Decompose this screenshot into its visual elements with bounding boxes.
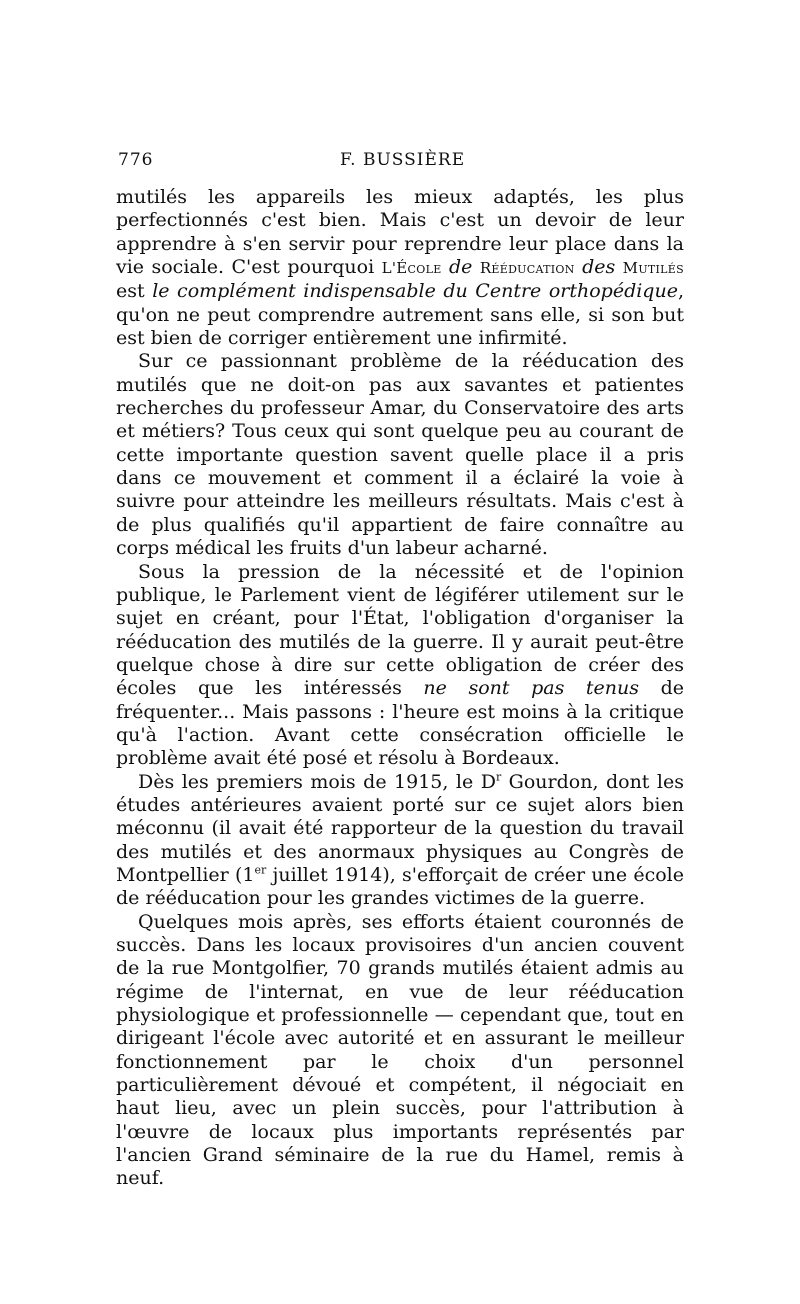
p3-italic: ne sont pas tenus bbox=[423, 677, 639, 700]
p4-text-a: Dès les premiers mois de 1915, le D bbox=[138, 770, 496, 793]
p4-sup-r: r bbox=[495, 770, 502, 784]
p1-italic-des: des bbox=[574, 256, 623, 279]
p1-italic-de: de bbox=[441, 256, 480, 279]
paragraph-3 bbox=[116, 561, 684, 771]
paragraph-5: Quelques mois après, ses efforts étaient couronnés de succès. Dans les locaux provisoires d'un ancien couvent de la rue Montgolfier, 70 grands mutilés étaient admis au régime de l'internat, en vue de leur rééducation physiologique et professionnelle — cependant que, tout en dirigeant l'école avec autorité et en assurant le meilleur fonctionnement par le choix d'un personnel particulièrement dévoué et compétent, il négociait en haut lieu, avec un plein succès, pour l'attribution à l'œuvre de locaux plus importants représentés par l'ancien Grand séminaire de la rue du Hamel, remis à neuf. bbox=[116, 910, 684, 1190]
p1-text-c: , qu'on ne peut comprendre autrement sans elle, si son but est bien de corriger entièrement une infirmité. bbox=[116, 280, 685, 350]
p1-smallcaps-mutiles: Mutilés bbox=[622, 259, 684, 278]
p4-text-b: Gourdon, dont les études antérieures avaient porté sur ce sujet alors bien méconnu (il avait été rapporteur de la question du travail des mutilés et des anormaux physiques au Congrès de Montpellier (1 bbox=[116, 770, 684, 886]
paragraph-2: Sur ce passionnant problème de la rééducation des mutilés que ne doit-on pas aux savantes et patientes recherches du professeur Amar, du Conservatoire des arts et métiers? Tous ceux qui sont quelque peu au courant de cette importante question savent quelle place il a pris dans ce mouvement et comment il a éclairé la voie à suivre pour atteindre les meilleurs résultats. Mais c'est à de plus qualifiés qu'il appartient de faire connaître au corps médical les fruits d'un labeur acharné. bbox=[116, 350, 684, 560]
p1-smallcaps-ecole: L'École bbox=[381, 259, 442, 278]
p3-text-a: Sous la pression de la nécessité et de l'opinion publique, le Parlement vient de légiférer utilement sur le sujet en créant, pour l'État, l'obligation d'organiser la rééducation des mutilés de la guerre. Il y aurait peut-être quelque chose à dire sur cette obligation de créer des écoles que les intéressés bbox=[116, 560, 684, 700]
page-number: 776 bbox=[118, 150, 154, 170]
p4-sup-er: er bbox=[254, 863, 267, 877]
p1-smallcaps-reeducation: Rééducation bbox=[479, 259, 575, 278]
p1-italic-complement: le complément indispensable du Centre orthopédique bbox=[152, 280, 678, 303]
p4-text-c: juillet 1914), s'efforçait de créer une école de rééducation pour les grandes victimes de la guerre. bbox=[116, 863, 684, 910]
body-text bbox=[116, 186, 684, 1191]
running-head: F. BUSSIÈRE bbox=[340, 150, 466, 170]
paragraph-4 bbox=[116, 771, 684, 911]
p3-text-b: de fréquenter... Mais passons : l'heure est moins à la critique qu'à l'action. Avant cette consécration officielle le problème avait été posé et résolu à Bordeaux. bbox=[116, 677, 684, 770]
p1-text-b: est bbox=[116, 280, 153, 303]
paragraph-1 bbox=[116, 186, 684, 350]
p1-text-a: mutilés les appareils les mieux adaptés, les plus perfectionnés c'est bien. Mais c'est un devoir de leur apprendre à s'en servir pour reprendre leur place dans la vie sociale. C'est pourquoi bbox=[116, 186, 684, 279]
